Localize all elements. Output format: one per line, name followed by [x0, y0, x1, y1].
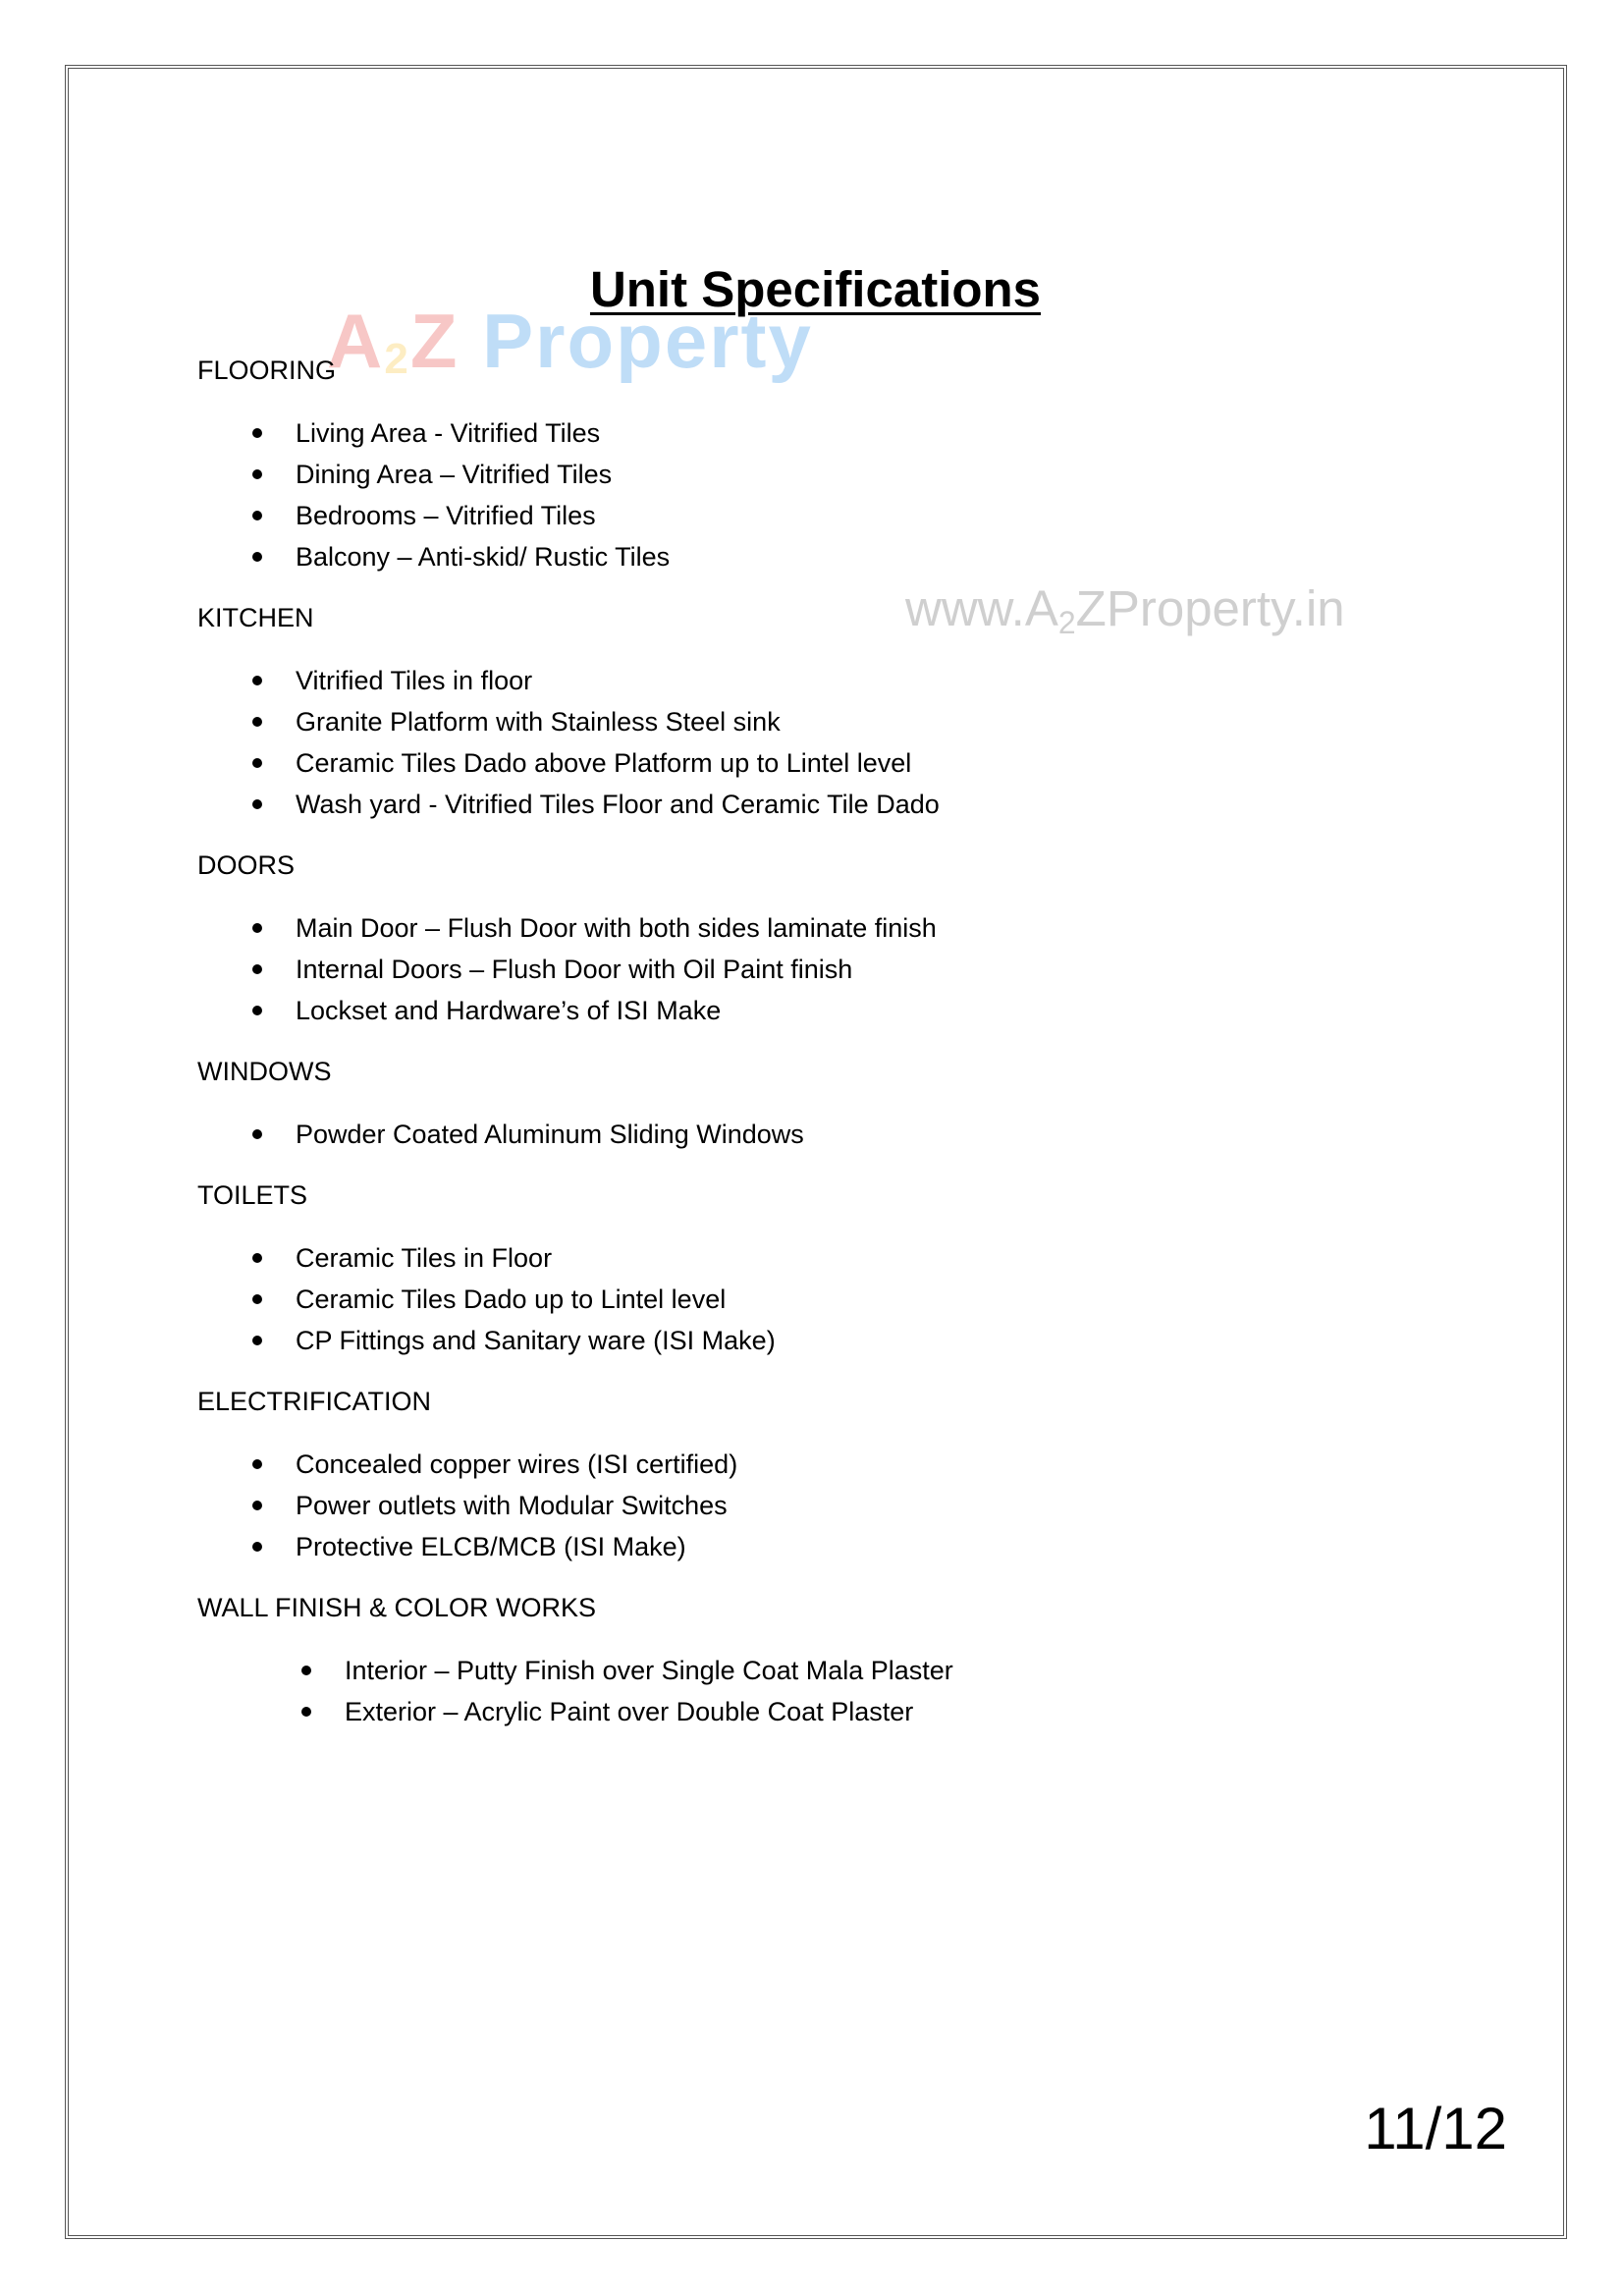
list-item: Concealed copper wires (ISI certified) — [197, 1444, 1425, 1485]
list-item: Wash yard - Vitrified Tiles Floor and Ceramic Tile Dado — [197, 784, 1425, 825]
section-wall-finish — [197, 1587, 1425, 1732]
spec-list — [197, 1444, 1425, 1567]
list-item: Granite Platform with Stainless Steel sink — [197, 701, 1425, 742]
section-toilets — [197, 1175, 1425, 1361]
list-item: Exterior – Acrylic Paint over Double Coat Plaster — [197, 1691, 1425, 1732]
list-item: Ceramic Tiles Dado up to Lintel level — [197, 1279, 1425, 1320]
section-electrification — [197, 1381, 1425, 1567]
section-heading: TOILETS — [197, 1180, 308, 1210]
section-kitchen — [197, 597, 1425, 825]
spec-list — [197, 1114, 1425, 1155]
spec-list — [197, 660, 1425, 825]
list-item: Ceramic Tiles in Floor — [197, 1237, 1425, 1279]
watermark-url: $www.A_2ZProperty.in$ — [905, 580, 1345, 640]
watermark-logo: $A_2Z$ Property — [327, 298, 813, 384]
spec-list — [197, 1650, 1425, 1732]
page-title: Unit Specifications — [589, 261, 1042, 317]
list-item: CP Fittings and Sanitary ware (ISI Make) — [197, 1320, 1425, 1361]
section-heading: ELECTRIFICATION — [197, 1387, 432, 1416]
list-item: Lockset and Hardware’s of ISI Make — [197, 990, 1425, 1031]
section-flooring — [197, 350, 1425, 577]
list-item: Main Door – Flush Door with both sides laminate finish — [197, 907, 1425, 949]
list-item: Bedrooms – Vitrified Tiles — [197, 495, 1425, 536]
specifications-content — [197, 350, 1425, 1752]
section-heading: KITCHEN — [197, 603, 314, 632]
section-windows — [197, 1051, 1425, 1155]
list-item: Vitrified Tiles in floor — [197, 660, 1425, 701]
page-number: 11/12 — [1364, 2096, 1507, 2161]
spec-list — [197, 1237, 1425, 1361]
list-item: Ceramic Tiles Dado above Platform up to Lintel level — [197, 742, 1425, 784]
list-item: Living Area - Vitrified Tiles — [197, 412, 1425, 454]
list-item: Dining Area – Vitrified Tiles — [197, 454, 1425, 495]
list-item: Powder Coated Aluminum Sliding Windows — [197, 1114, 1425, 1155]
section-heading: FLOORING — [197, 355, 337, 385]
list-item: Internal Doors – Flush Door with Oil Paint finish — [197, 949, 1425, 990]
list-item: Balcony – Anti-skid/ Rustic Tiles — [197, 536, 1425, 577]
section-doors — [197, 845, 1425, 1031]
list-item: Protective ELCB/MCB (ISI Make) — [197, 1526, 1425, 1567]
list-item: Power outlets with Modular Switches — [197, 1485, 1425, 1526]
spec-list — [197, 907, 1425, 1031]
list-item: Interior – Putty Finish over Single Coat Mala Plaster — [197, 1650, 1425, 1691]
section-heading: WINDOWS — [197, 1057, 332, 1086]
spec-list — [197, 412, 1425, 577]
section-heading: WALL FINISH & COLOR WORKS — [197, 1593, 597, 1622]
section-heading: DOORS — [197, 850, 296, 880]
